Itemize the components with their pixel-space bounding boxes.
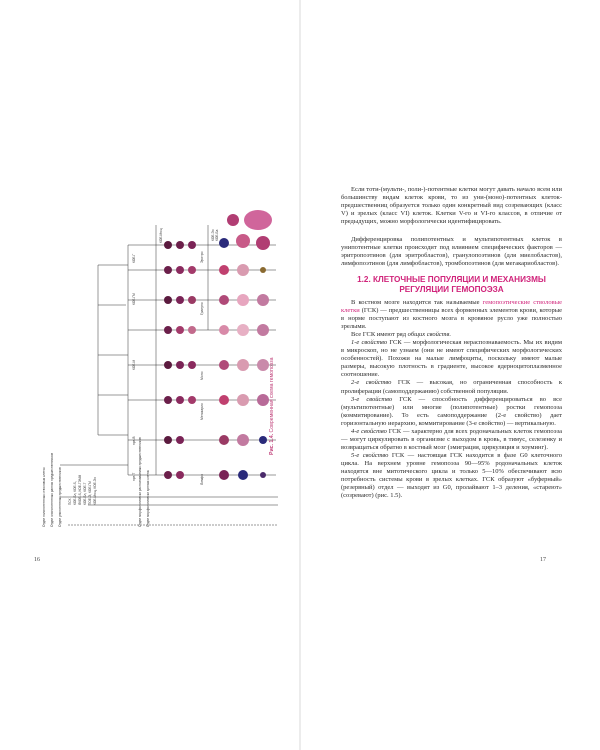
property-3: 3-е свойство ГСК — способность дифференцироваться во все (мультипотентные) или многие (полипотентные) ростки гемопоэза (коммитирование). То есть самоподдержание (2-е свойство) дает горизонтальную иерархию, коммитирование (3-е свойство) — вертикальную. (341, 395, 562, 427)
top-label-pre-t: пре-Т (132, 472, 136, 481)
marker-line-3: ЛКОЕ-S, КОЕ-ГЭММ (78, 474, 82, 505)
property-4: 4-е свойство ГСК — характерно для всех родоначальных клеток гемопоэза — могут циркулировать в организме с выходом в кровь, в тимус, селезенку и возвращаться обратно в костный мозг (эмиграция, циркуляция и хоуминг). (341, 427, 562, 451)
class-label-3: Отдел унипотентных предшественников (58, 467, 62, 527)
class-label-1: Отдел полипотентных стволовых клеток (42, 467, 46, 527)
paragraph-3: В костном мозге находится так называемые гемопоэтические стволовые клетки (ГСК) — предшественницы всех форменных элементов крови, которые в норме поступают из костного мозга в кровяное русло уже полностью зрелыми. Все ГСК имеют ряд общих свойств. 1-е свойство ГСК — морфологическая нераспознаваемость. Мы их видим в микроскоп, но не узнаем (они не имеют специфических морфологических особенностей). Похожи на малые лимфоциты, поскольку имеют малые размеры, высокую плотность в градиенте, высокое ядерноцитоплазменное соотношение. 2-е свойство ГСК — высокая, но ограниченная способность к пролиферации (самоподдержанию) собственной популяции. 3-е свойство ГСК — способность дифференцироваться во все (мультипотентные) или многие (полипотентные) ростки гемопоэза (коммитирование). То есть самоподдержание (2-е свойство) дает горизонтальную иерархию, коммитирование (3-е свойство) — вертикальную. 4-е свойство ГСК — характерно для всех родоначальных клеток гемопоэза — могут циркулировать в организме с выходом в кровь, в тимус, селезенку и возвращаться обратно в костный мозг (эмиграция, циркуляция и хоуминг). 5-е свойство ГСК — настоящая ГСК находится в фазе G0 клеточного цикла. На верхнем уровне гемопоэза 90—95% родоначальных клеток находятся вне митотического цикла и только 5—10% обеспечивают всю потребность системы крови в зрелых клетках. ГСК образуют «буферный» (резервный) отдел — выходят из G0, пролайвают 1–3 деления, «стареют» (созревают) (рис. 1.5). (341, 299, 562, 500)
top-label-kee-g: КОЕ-Г (132, 253, 136, 263)
paragraph-1: Если тоти-(мульти-, поли-)-потентные клетки могут давать начало всем или большинству видам клеток крови, то из уни-(моно)-потентных клеток-предшественниц образуется только один конкретный вид созревающих (класс V) и зрелых (класс VI) клеток. Клетки V-го и VI-го классов, в отличие от предыдущих, можно морфологически идентифицировать. (341, 186, 562, 226)
property-5: 5-е свойство ГСК — настоящая ГСК находится в фазе G0 клеточного цикла. На верхнем уровне гемопоэза 90—95% родоначальных клеток находятся вне митотического цикла и только 5—10% обеспечивают всю потребность системы крови в зрелых клетках. ГСК образуют «буферный» (резервный) отдел — выходят из G0, пролайвают 1–3 деления, «стареют» (созревают) (рис. 1.5). (341, 451, 562, 500)
marker-line-6: КОЕ-Мгкц, КОЕ-Эо (93, 477, 97, 505)
hematopoiesis-scheme (28, 205, 290, 535)
page-number-right: 17 (540, 557, 546, 563)
top-label-kee-m: КОЕ-М (132, 359, 136, 370)
figure-caption-prefix: Рис. 1.4. (269, 433, 275, 455)
stage-label-lympho: Лимфо (200, 473, 204, 485)
figure-caption (269, 357, 275, 455)
class-label-4: Отдел морфологически распознаваемых предшественников (138, 437, 142, 527)
marker-line-4: КОЕ-Бл, КОЕ-7 (83, 482, 87, 505)
top-label-kee-eo: КОЕ-Эо (211, 229, 215, 241)
class-label-2: Отдел олигопотентных ранних предшественников (50, 452, 54, 527)
stage-label-erythro: Эритро (200, 251, 204, 263)
paragraph-2: Дифференцировка полипотентных и мультипотентных клеток в унипотентные клетки происходит под влиянием специфических факторов — эритропоэтинов (для эритробластов), гранулопоэтинов (для миелобластов), лимфопоэтинов (для лимфобластов), тромбопоэтинов (для мегакариобластов). (341, 236, 562, 268)
top-label-kee-mgkc: КОЕ-Мгкц (159, 228, 163, 243)
stage-label-granulo: Грануло (200, 302, 204, 315)
class-label-5: Отдел морфологически зрелых клеток (146, 470, 150, 527)
top-label-pre-b: пре-В (132, 436, 136, 445)
property-1: 1-е свойство ГСК — морфологическая нераспознаваемость. Мы их видим в микроскоп, но не узнаем (они не имеют специфических морфологических особенностей). Похожи на малые лимфоциты, поскольку имеют малые размеры, высокую плотность в градиенте, высокое ядерноцитоплазменное соотношение. (341, 339, 562, 379)
term-hsc: гемопоэтические стволовые клетки (341, 299, 562, 315)
marker-line-5: ПОЕ-Э, КОЕ-ГМ (88, 481, 92, 505)
top-label-kee-gm: КОЕ-ГМ (132, 293, 136, 305)
property-2: 2-е свойство ГСК — высокая, но ограниченная способность к пролиферации (самоподдержанию) собственной популяции. (341, 379, 562, 395)
marker-line-1: ПСК (68, 498, 72, 505)
page-number-left: 16 (34, 557, 40, 563)
top-label-kee-ba: КОЕ-Ба (215, 229, 219, 241)
marker-line-2: КОЕ-Бл, КОЕ-S, (73, 481, 77, 505)
figure-caption-text: Современная схема гемопоэза (269, 357, 275, 433)
stage-label-megakaryo: Мегакарио (200, 403, 204, 420)
stage-label-mono: Моно (200, 371, 204, 380)
scheme-lines (28, 205, 290, 535)
section-title: 1.2. КЛЕТОЧНЫЕ ПОПУЛЯЦИИ И МЕХАНИЗМЫ РЕГУЛЯЦИИ ГЕМОПОЭЗА (357, 275, 546, 294)
